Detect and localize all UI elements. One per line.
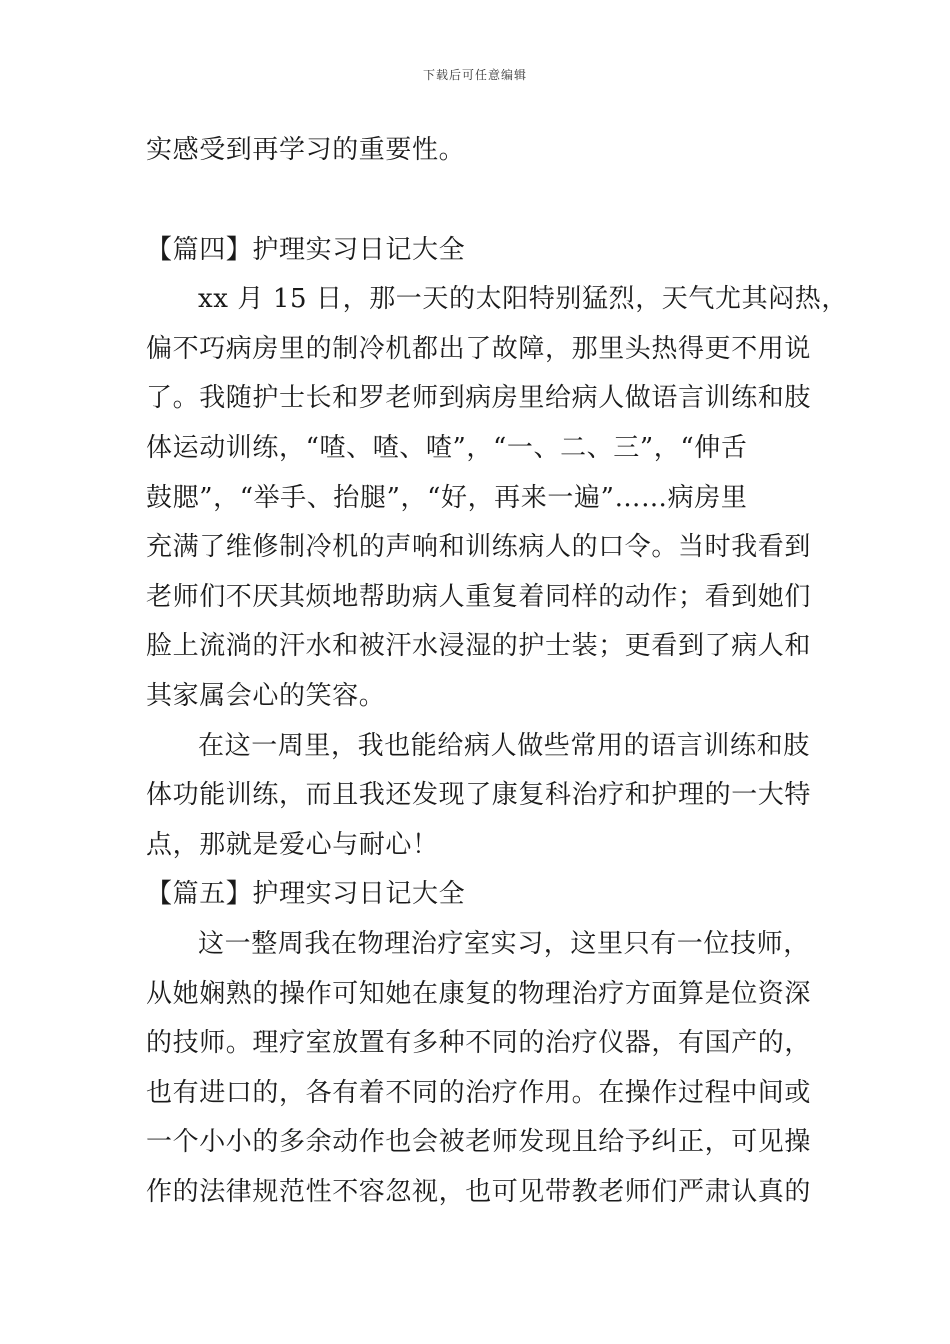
- section-heading: 【篇四】护理实习日记大全: [146, 234, 466, 265]
- paragraph-line: 体运动训练，“喳、喳、喳”，“一、二、三”，“伸舌: [146, 432, 748, 463]
- paragraph-line: 的技师。理疗室放置有多种不同的治疗仪器，有国产的，: [146, 1028, 812, 1059]
- paragraph-line: 在这一周里，我也能给病人做些常用的语言训练和肢: [198, 730, 810, 761]
- paragraph-line: 偏不巧病房里的制冷机都出了故障，那里头热得更不用说: [146, 333, 812, 364]
- paragraph-line: 体功能训练，而且我还发现了康复科治疗和护理的一大特: [146, 780, 812, 811]
- paragraph-line: xx 月 15 日，那一天的太阳特别猛烈，天气尤其闷热，: [198, 284, 849, 315]
- paragraph-line: 了。我随护士长和罗老师到病房里给病人做语言训练和肢: [146, 383, 812, 414]
- paragraph-line: 其家属会心的笑容。: [146, 680, 386, 711]
- paragraph-line: 点，那就是爱心与耐心！: [146, 829, 439, 860]
- paragraph-spacer: [146, 176, 811, 226]
- paragraph-line: 这一整周我在物理治疗室实习，这里只有一位技师，: [198, 928, 810, 959]
- page-header: 下载后可任意编辑: [422, 68, 527, 82]
- section-heading: 【篇五】护理实习日记大全: [146, 879, 466, 910]
- paragraph-line: 也有进口的，各有着不同的治疗作用。在操作过程中间或: [146, 1077, 812, 1108]
- paragraph-line: 作的法律规范性不容忽视，也可见带教老师们严肃认真的: [146, 1176, 812, 1207]
- paragraph-line: 一个小小的多余动作也会被老师发现且给予纠正，可见操: [146, 1127, 812, 1158]
- paragraph-line: 鼓腮”，“举手、抬腿”，“好，再来一遍”……病房里: [146, 482, 748, 513]
- paragraph-line: 从她娴熟的操作可知她在康复的物理治疗方面算是位资深: [146, 978, 812, 1009]
- paragraph-line: 老师们不厌其烦地帮助病人重复着同样的动作；看到她们: [146, 581, 812, 612]
- document-body: [146, 126, 849, 1217]
- paragraph-line: 实感受到再学习的重要性。: [146, 135, 466, 165]
- paragraph-line: 脸上流淌的汗水和被汗水浸湿的护士装；更看到了病人和: [146, 631, 812, 662]
- paragraph-line: 充满了维修制冷机的声响和训练病人的口令。当时我看到: [146, 532, 812, 563]
